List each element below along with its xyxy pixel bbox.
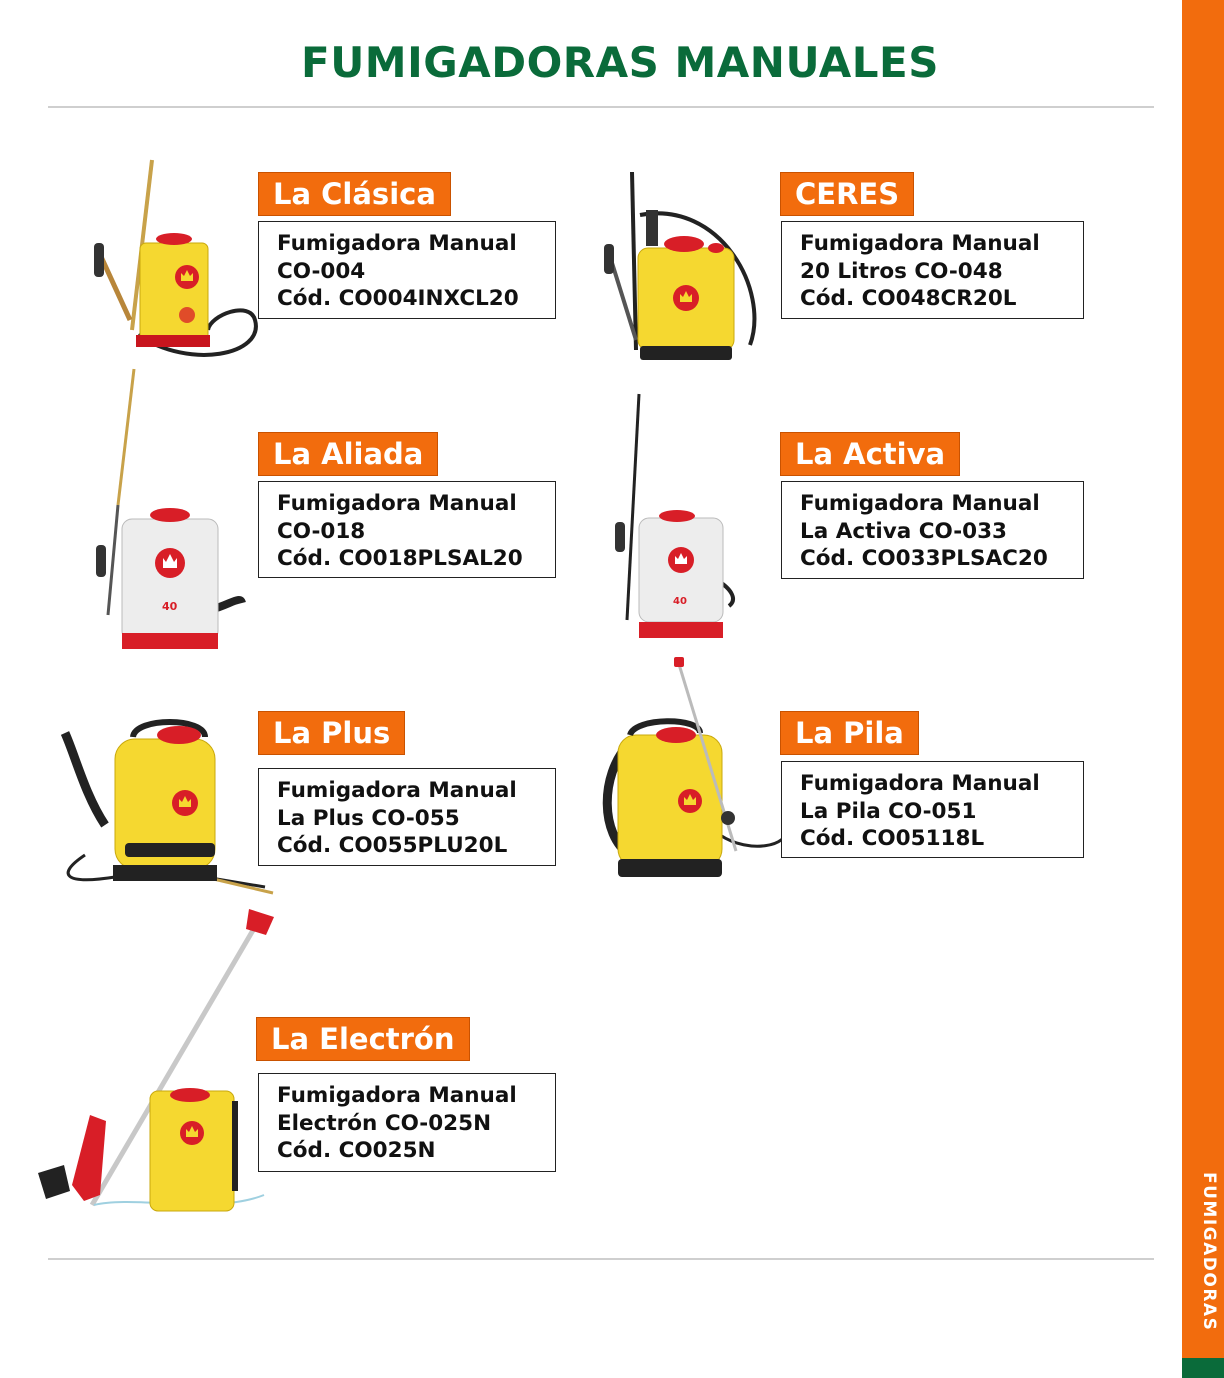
product-type: Fumigadora Manual	[277, 231, 517, 256]
product-type: Fumigadora Manual	[800, 491, 1040, 516]
sidebar-footer-bar	[1182, 1358, 1224, 1378]
product-model: CO-004	[277, 258, 366, 284]
product-info-box	[258, 221, 556, 319]
product-code: Cód. CO048CR20L	[800, 286, 1017, 311]
product-type: Fumigadora Manual	[277, 1083, 517, 1108]
product-type: Fumigadora Manual	[800, 771, 1040, 796]
product-info-box	[258, 481, 556, 578]
product-type: Fumigadora Manual	[277, 778, 517, 803]
product-name-tag: La Clásica	[258, 172, 451, 216]
product-model: Electrón CO-025N	[277, 1110, 492, 1136]
product-model: CO-018	[277, 518, 366, 544]
product-name-tag: La Pila	[780, 711, 919, 755]
section-tab-label: FUMIGADORAS	[1199, 1172, 1219, 1332]
product-code: Cód. CO055PLU20L	[277, 833, 508, 858]
product-model: La Pila CO-051	[800, 798, 977, 824]
product-type: Fumigadora Manual	[277, 491, 517, 516]
product-type: Fumigadora Manual	[800, 231, 1040, 256]
page-title: FUMIGADORAS MANUALES	[301, 38, 939, 87]
sprayer-la-activa-image	[605, 390, 745, 645]
product-code: Cód. CO05118L	[800, 826, 985, 851]
svg-text:40: 40	[162, 600, 178, 613]
sprayer-la-clasica-image	[90, 155, 260, 365]
sprayer-la-pila-image	[600, 655, 795, 885]
product-info-box	[258, 1073, 556, 1172]
product-code: Cód. CO033PLSAC20	[800, 546, 1048, 571]
header-divider	[48, 106, 1154, 108]
product-model: La Activa CO-033	[800, 518, 1007, 544]
product-info-box	[258, 768, 556, 866]
sprayer-ceres-image	[600, 170, 760, 365]
product-name-tag: La Aliada	[258, 432, 438, 476]
product-name-tag: CERES	[780, 172, 914, 216]
product-name-tag: La Activa	[780, 432, 960, 476]
section-sidebar	[1182, 0, 1224, 1358]
product-info-box	[781, 221, 1084, 319]
product-model: La Plus CO-055	[277, 805, 460, 831]
product-model: 20 Litros CO-048	[800, 258, 1003, 284]
svg-text:40: 40	[673, 596, 687, 607]
sprayer-la-aliada-image	[90, 365, 250, 655]
product-code: Cód. CO025N	[277, 1138, 436, 1163]
footer-divider	[48, 1258, 1154, 1260]
product-code: Cód. CO004INXCL20	[277, 286, 519, 311]
product-name-tag: La Electrón	[256, 1017, 470, 1061]
product-info-box	[781, 761, 1084, 858]
product-code: Cód. CO018PLSAL20	[277, 546, 523, 571]
product-name-tag: La Plus	[258, 711, 405, 755]
sprayer-la-plus-image	[55, 715, 280, 900]
sprayer-la-electron-image	[34, 905, 279, 1225]
product-info-box	[781, 481, 1084, 579]
